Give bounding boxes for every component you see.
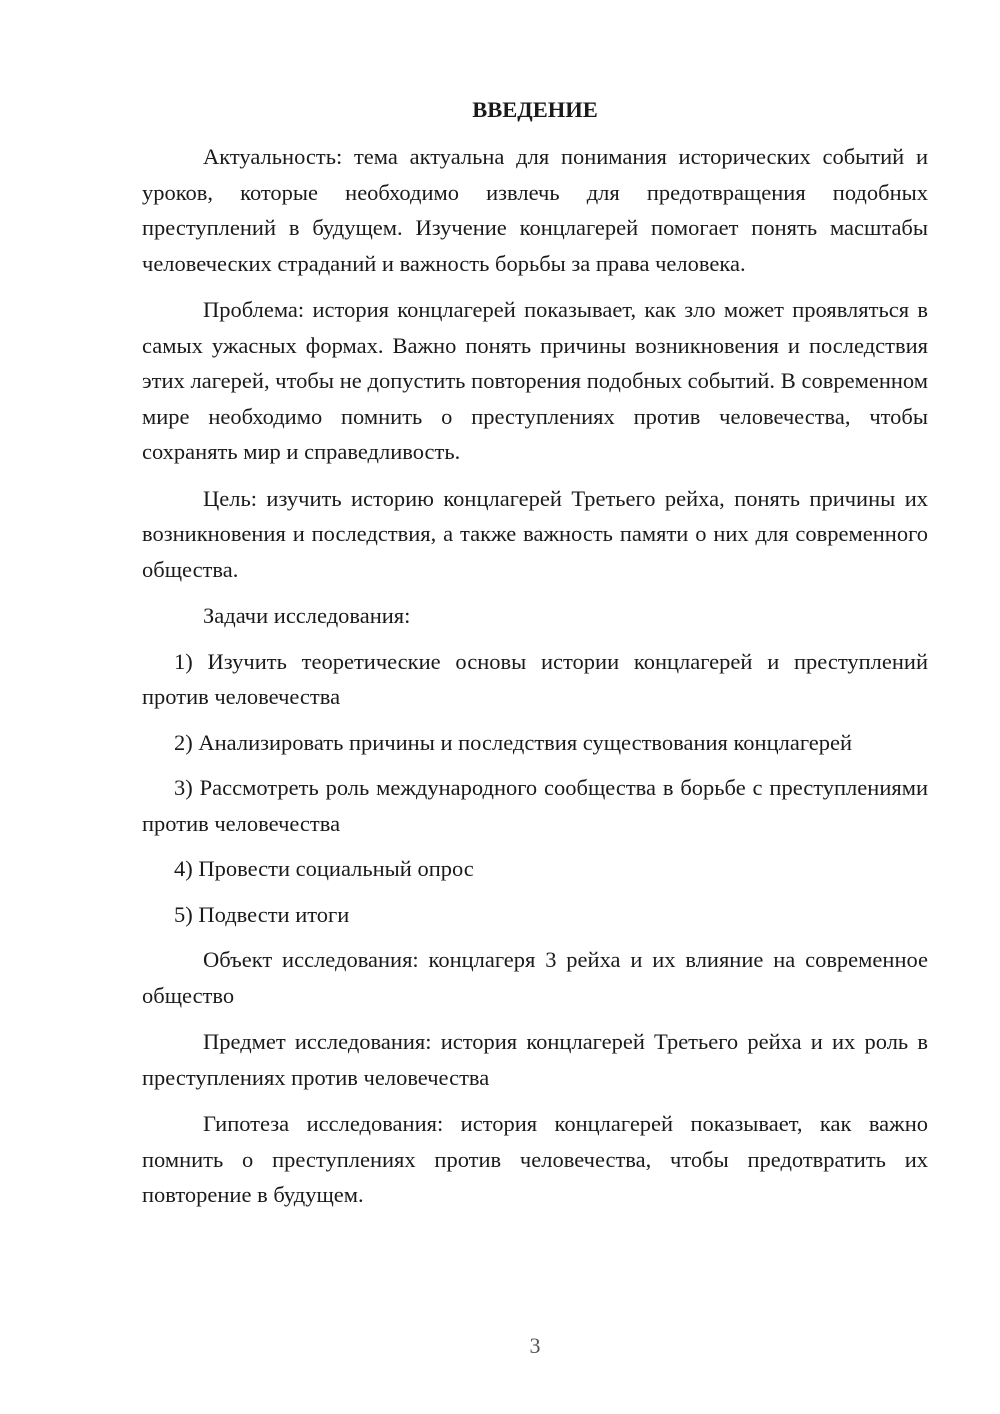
paragraph-relevance: Актуальность: тема актуальна для понимания исторических событий и уроков, которые необходимо извлечь для предотвращения подобных преступлений в будущем. Изучение концлагерей помогает понять масштабы человеческих страданий и важность борьбы за права человека. xyxy=(142,144,928,276)
task-item-3: 3) Рассмотреть роль международного сообщества в борьбе с преступлениями против человечества xyxy=(142,775,928,836)
paragraph-goal: Цель: изучить историю концлагерей Третьего рейха, понять причины их возникновения и последствия, а также важность памяти о них для современного общества. xyxy=(142,485,928,582)
paragraph-object: Объект исследования: концлагеря 3 рейха и их влияние на современное общество xyxy=(142,947,928,1008)
task-item-2: 2) Анализировать причины и последствия существования концлагерей xyxy=(174,729,853,755)
paragraph-problem: Проблема: история концлагерей показывает, как зло может проявляться в самых ужасных формах. Важно понять причины возникновения и последствия этих лагерей, чтобы не допустить повторения подобных событий. В современном мире необходимо помнить о преступлениях против человечества, чтобы сохранять мир и справедливость. xyxy=(142,297,928,464)
task-item-5: 5) Подвести итоги xyxy=(174,901,350,927)
document-page xyxy=(142,92,928,1224)
paragraph-subject: Предмет исследования: история концлагерей Третьего рейха и их роль в преступлениях против человечества xyxy=(142,1029,928,1090)
page-number: 3 xyxy=(529,1333,541,1358)
task-item-4: 4) Провести социальный опрос xyxy=(174,856,474,881)
paragraph-hypothesis: Гипотеза исследования: история концлагерей показывает, как важно помнить о преступлениях против человечества, чтобы предотвратить их повторение в будущем. xyxy=(142,1111,928,1207)
task-item-1: 1) Изучить теоретические основы истории концлагерей и преступлений против человечества xyxy=(142,648,928,709)
section-title: ВВЕДЕНИЕ xyxy=(472,97,598,122)
paragraph-tasks-heading: Задачи исследования: xyxy=(203,603,411,628)
